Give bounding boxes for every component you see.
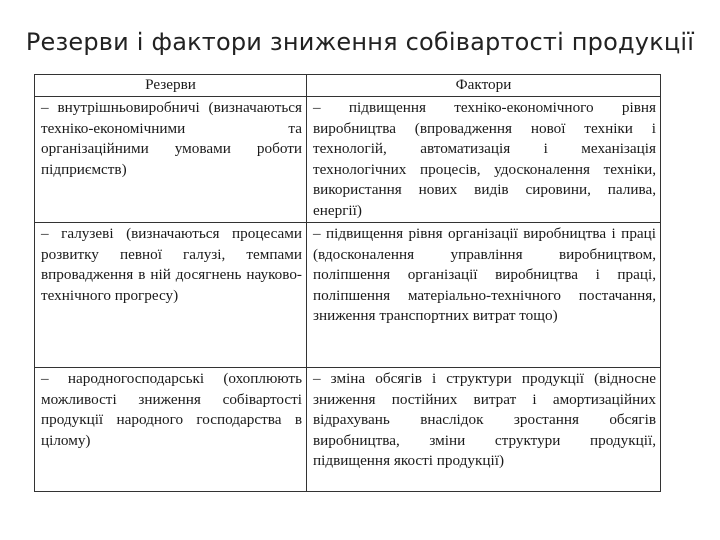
reserve-cell: – внутрішньовиробничі (визначаються техніко-економічними та організаційними умовами роботи підприємств) [35,97,307,223]
header-reserves: Резерви [35,75,307,97]
factor-cell: – підвищення техніко-економічного рівня виробництва (впровадження нової техніки і технологій, автоматизація і механізація технологічних процесів, удосконалення техніки, використання нових видів сировини, палива, енергії) [307,97,661,223]
table-header-row [35,75,661,97]
slide-title: Резерви і фактори зниження собівартості продукції [25,28,695,56]
table-row [35,368,661,492]
header-factors: Фактори [307,75,661,97]
reserve-cell: – народногосподарські (охоплюють можливості зниження собівартості продукції народного господарства в цілому) [35,368,307,492]
table-row [35,97,661,223]
factor-cell: – зміна обсягів і структури продукції (відносне зниження постійних витрат і амортизаційних відрахувань внаслідок зростання обсягів виробництва, зміни структури продукції, підвищення якості продукції) [307,368,661,492]
reserve-cell: – галузеві (визначаються процесами розвитку певної галузі, темпами впровадження в ній досягнень науково-технічного прогресу) [35,223,307,368]
reserves-factors-table [34,74,661,492]
factor-cell: – підвищення рівня організації виробництва і праці (вдосконалення управління виробництвом, поліпшення організації виробництва і праці, поліпшення матеріально-технічного постачання, зниження транспортних витрат тощо) [307,223,661,368]
table-row [35,223,661,368]
